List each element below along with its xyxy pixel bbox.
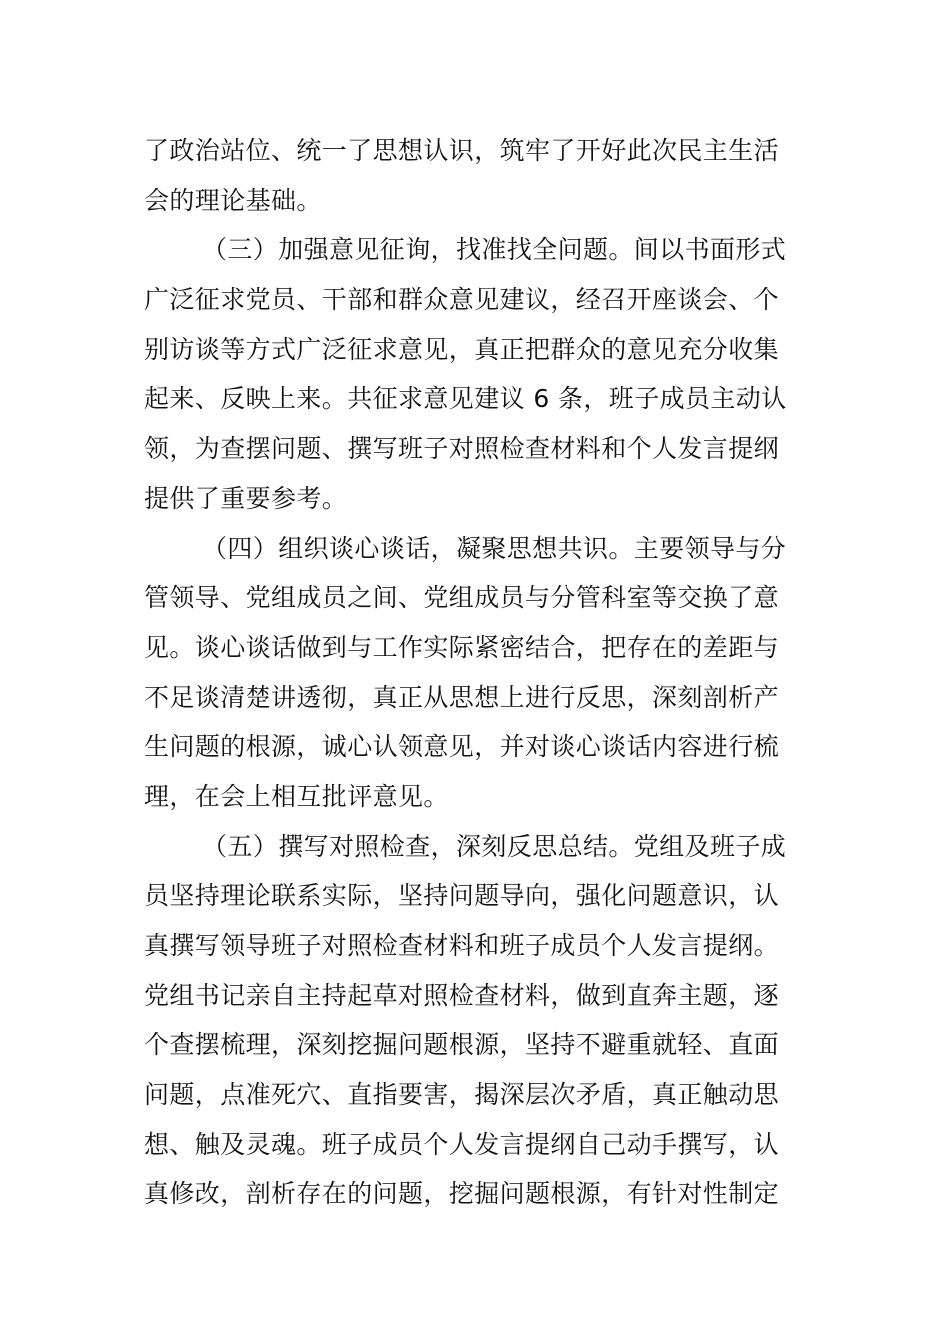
text-line: 党组书记亲自主持起草对照检查材料，做到直奔主题，逐: [144, 980, 780, 1010]
text-line: 起来、反映上来。共征求意见建议 6 条，班子成员主动认: [144, 384, 787, 414]
section-heading-line: （三）加强意见征询，找准找全问题。间以书面形式: [202, 235, 787, 265]
text-line: 管领导、党组成员之间、党组成员与分管科室等交换了意: [144, 583, 780, 613]
section-heading-line: （五）撰写对照检查，深刻反思总结。党组及班子成: [202, 831, 787, 861]
text-line: 真撰写领导班子对照检查材料和班子成员个人发言提纲。: [144, 931, 780, 960]
text-line: 员坚持理论联系实际，坚持问题导向，强化问题意识，认: [144, 881, 780, 911]
text-line: 别访谈等方式广泛征求意见，真正把群众的意见充分收集: [144, 334, 780, 364]
text-line: 问题，点准死穴、直指要害，揭深层次矛盾，真正触动思: [144, 1080, 780, 1110]
text-line: 提供了重要参考。: [144, 483, 348, 513]
text-line: 了政治站位、统一了思想认识，筑牢了开好此次民主生活: [144, 136, 780, 165]
text-line: 生问题的根源，诚心认领意见，并对谈心谈话内容进行梳: [144, 732, 780, 762]
text-line: 理，在会上相互批评意见。: [144, 781, 449, 811]
text-line: 真修改，剖析存在的问题，挖掘问题根源，有针对性制定: [144, 1179, 780, 1209]
text-line: 会的理论基础。: [144, 185, 322, 215]
section-heading-line: （四）组织谈心谈话，凝聚思想共识。主要领导与分: [202, 533, 787, 563]
text-line: 见。谈心谈话做到与工作实际紧密结合，把存在的差距与: [144, 632, 780, 662]
text-line: 领，为查摆问题、撰写班子对照检查材料和个人发言提纲: [144, 434, 780, 464]
text-line: 个查摆梳理，深刻挖掘问题根源，坚持不避重就轻、直面: [144, 1030, 780, 1060]
text-line: 不足谈清楚讲透彻，真正从思想上进行反思，深刻剖析产: [144, 682, 780, 712]
text-line: 广泛征求党员、干部和群众意见建议，经召开座谈会、个: [144, 285, 780, 315]
text-line: 想、触及灵魂。班子成员个人发言提纲自己动手撰写，认: [144, 1129, 780, 1159]
document-body: [144, 126, 808, 1219]
